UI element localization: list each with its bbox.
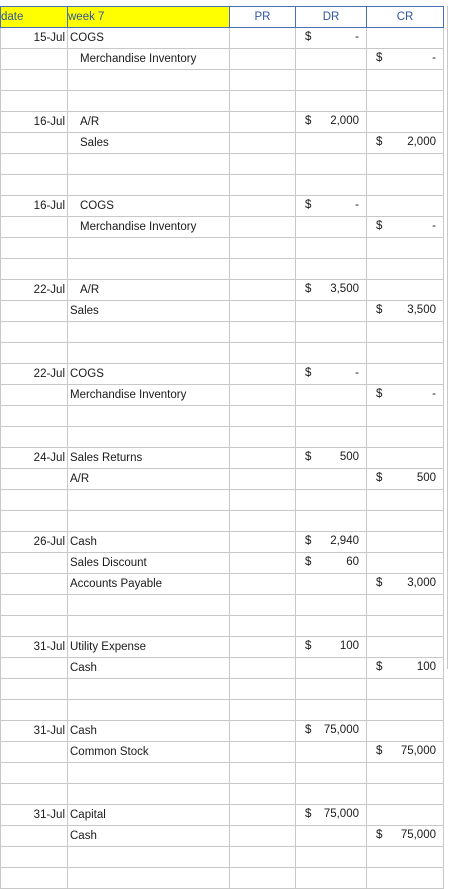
currency-symbol: $ <box>305 808 312 820</box>
debit-cell[interactable] <box>296 91 367 112</box>
date-cell[interactable]: 22-Jul <box>1 280 68 301</box>
header-date[interactable]: date <box>1 7 68 28</box>
date-cell[interactable]: 16-Jul <box>1 112 68 133</box>
account-cell[interactable]: Cash <box>68 826 230 847</box>
credit-cell[interactable] <box>367 406 444 427</box>
journal-line-row <box>1 112 444 133</box>
account-cell[interactable]: A/R <box>68 112 230 133</box>
blank-row <box>1 70 444 91</box>
date-cell[interactable] <box>1 91 68 112</box>
date-cell[interactable] <box>1 70 68 91</box>
amount: 75,000 <box>400 829 436 841</box>
pr-cell[interactable] <box>230 469 296 490</box>
journal-line-row <box>1 658 444 679</box>
date-cell[interactable] <box>1 469 68 490</box>
pr-cell[interactable] <box>230 805 296 826</box>
account-cell[interactable] <box>68 259 230 280</box>
journal-line-row <box>1 448 444 469</box>
blank-row <box>1 91 444 112</box>
date-cell[interactable] <box>1 784 68 805</box>
journal-line-row <box>1 637 444 658</box>
account-cell[interactable] <box>68 343 230 364</box>
pr-cell[interactable] <box>230 868 296 889</box>
credit-cell[interactable] <box>367 322 444 343</box>
debit-cell[interactable] <box>296 364 367 385</box>
account-cell[interactable] <box>68 868 230 889</box>
date-cell[interactable] <box>1 217 68 238</box>
credit-cell[interactable] <box>367 448 444 469</box>
credit-cell[interactable] <box>367 805 444 826</box>
date-cell[interactable]: 22-Jul <box>1 364 68 385</box>
blank-row <box>1 175 444 196</box>
date-cell[interactable] <box>1 658 68 679</box>
currency-symbol: $ <box>305 640 312 652</box>
date-cell[interactable]: 31-Jul <box>1 805 68 826</box>
date-cell[interactable] <box>1 238 68 259</box>
debit-cell[interactable] <box>296 763 367 784</box>
amount: - <box>432 220 436 232</box>
pr-cell[interactable] <box>230 742 296 763</box>
blank-row <box>1 490 444 511</box>
date-cell[interactable] <box>1 595 68 616</box>
pr-cell[interactable] <box>230 175 296 196</box>
amount: 60 <box>346 556 359 568</box>
amount: 75,000 <box>323 808 359 820</box>
blank-row <box>1 784 444 805</box>
debit-cell[interactable] <box>296 196 367 217</box>
date-cell[interactable] <box>1 49 68 70</box>
account-cell[interactable]: Utility Expense <box>68 637 230 658</box>
currency-symbol: $ <box>305 556 312 568</box>
amount: 3,500 <box>330 283 359 295</box>
currency-symbol: $ <box>305 283 312 295</box>
account-cell[interactable] <box>68 154 230 175</box>
blank-row <box>1 616 444 637</box>
credit-cell[interactable] <box>367 385 444 406</box>
journal-line-row <box>1 217 444 238</box>
sheet-right-edge <box>447 6 457 669</box>
amount: - <box>355 199 359 211</box>
currency-symbol: $ <box>305 199 312 211</box>
date-cell[interactable]: 16-Jul <box>1 196 68 217</box>
account-cell[interactable]: Cash <box>68 721 230 742</box>
date-cell[interactable] <box>1 826 68 847</box>
header-row <box>1 7 444 28</box>
account-cell[interactable]: Cash <box>68 532 230 553</box>
debit-cell[interactable] <box>296 70 367 91</box>
date-cell[interactable]: 24-Jul <box>1 448 68 469</box>
amount: 100 <box>416 661 436 673</box>
pr-cell[interactable] <box>230 133 296 154</box>
date-cell[interactable] <box>1 616 68 637</box>
currency-symbol: $ <box>376 661 383 673</box>
blank-row <box>1 868 444 889</box>
account-cell[interactable]: COGS <box>68 196 230 217</box>
blank-row <box>1 406 444 427</box>
account-cell[interactable]: Cash <box>68 658 230 679</box>
date-cell[interactable] <box>1 574 68 595</box>
account-cell[interactable]: Capital <box>68 805 230 826</box>
journal-line-row <box>1 196 444 217</box>
debit-cell[interactable] <box>296 553 367 574</box>
account-cell[interactable]: Sales <box>68 133 230 154</box>
debit-cell[interactable] <box>296 637 367 658</box>
debit-cell[interactable] <box>296 805 367 826</box>
debit-cell[interactable] <box>296 385 367 406</box>
blank-row <box>1 427 444 448</box>
debit-cell[interactable] <box>296 742 367 763</box>
debit-cell[interactable] <box>296 721 367 742</box>
currency-symbol: $ <box>305 451 312 463</box>
debit-cell[interactable] <box>296 280 367 301</box>
header-week[interactable]: week 7 <box>68 7 230 28</box>
account-cell[interactable]: A/R <box>68 280 230 301</box>
amount: 3,500 <box>407 304 436 316</box>
currency-symbol: $ <box>305 115 312 127</box>
account-cell[interactable]: Merchandise Inventory <box>68 385 230 406</box>
amount: - <box>355 367 359 379</box>
amount: 2,000 <box>330 115 359 127</box>
date-cell[interactable] <box>1 175 68 196</box>
amount: - <box>355 31 359 43</box>
journal-body <box>1 7 444 889</box>
journal-line-row <box>1 721 444 742</box>
pr-cell[interactable] <box>230 217 296 238</box>
journal-line-row <box>1 301 444 322</box>
account-cell[interactable] <box>68 427 230 448</box>
debit-cell[interactable] <box>296 784 367 805</box>
journal-line-row <box>1 532 444 553</box>
pr-cell[interactable] <box>230 784 296 805</box>
date-cell[interactable] <box>1 847 68 868</box>
amount: 2,000 <box>407 136 436 148</box>
pr-cell[interactable] <box>230 763 296 784</box>
account-cell[interactable] <box>68 175 230 196</box>
credit-cell[interactable] <box>367 364 444 385</box>
pr-cell[interactable] <box>230 91 296 112</box>
journal-line-row <box>1 133 444 154</box>
debit-cell[interactable] <box>296 679 367 700</box>
account-cell[interactable]: Sales Discount <box>68 553 230 574</box>
journal-line-row <box>1 364 444 385</box>
debit-cell[interactable] <box>296 574 367 595</box>
account-cell[interactable] <box>68 70 230 91</box>
pr-cell[interactable] <box>230 406 296 427</box>
currency-symbol: $ <box>305 535 312 547</box>
credit-cell[interactable] <box>367 784 444 805</box>
amount: 500 <box>339 451 359 463</box>
debit-cell[interactable] <box>296 700 367 721</box>
currency-symbol: $ <box>376 577 383 589</box>
amount: 500 <box>416 472 436 484</box>
blank-row <box>1 343 444 364</box>
journal-line-row <box>1 28 444 49</box>
date-cell[interactable]: 15-Jul <box>1 28 68 49</box>
account-cell[interactable]: Sales Returns <box>68 448 230 469</box>
debit-cell[interactable] <box>296 133 367 154</box>
account-cell[interactable]: A/R <box>68 469 230 490</box>
date-cell[interactable]: 26-Jul <box>1 532 68 553</box>
pr-cell[interactable] <box>230 28 296 49</box>
currency-symbol: $ <box>376 472 383 484</box>
account-cell[interactable] <box>68 322 230 343</box>
credit-cell[interactable] <box>367 196 444 217</box>
credit-cell[interactable] <box>367 826 444 847</box>
account-cell[interactable] <box>68 490 230 511</box>
date-cell[interactable] <box>1 385 68 406</box>
credit-cell[interactable] <box>367 763 444 784</box>
account-cell[interactable]: COGS <box>68 28 230 49</box>
debit-cell[interactable] <box>296 175 367 196</box>
account-cell[interactable]: Accounts Payable <box>68 574 230 595</box>
pr-cell[interactable] <box>230 574 296 595</box>
pr-cell[interactable] <box>230 595 296 616</box>
date-cell[interactable] <box>1 700 68 721</box>
account-cell[interactable] <box>68 784 230 805</box>
debit-cell[interactable] <box>296 301 367 322</box>
credit-cell[interactable] <box>367 742 444 763</box>
date-cell[interactable] <box>1 868 68 889</box>
debit-cell[interactable] <box>296 868 367 889</box>
pr-cell[interactable] <box>230 154 296 175</box>
header-dr[interactable]: DR <box>296 7 367 28</box>
pr-cell[interactable] <box>230 616 296 637</box>
pr-cell[interactable] <box>230 427 296 448</box>
pr-cell[interactable] <box>230 532 296 553</box>
account-cell[interactable] <box>68 91 230 112</box>
debit-cell[interactable] <box>296 154 367 175</box>
credit-cell[interactable] <box>367 427 444 448</box>
pr-cell[interactable] <box>230 259 296 280</box>
amount: 3,000 <box>407 577 436 589</box>
pr-cell[interactable] <box>230 721 296 742</box>
date-cell[interactable] <box>1 679 68 700</box>
credit-cell[interactable] <box>367 511 444 532</box>
date-cell[interactable] <box>1 553 68 574</box>
pr-cell[interactable] <box>230 511 296 532</box>
credit-cell[interactable] <box>367 280 444 301</box>
debit-cell[interactable] <box>296 511 367 532</box>
journal-line-row <box>1 826 444 847</box>
credit-cell[interactable] <box>367 721 444 742</box>
credit-cell[interactable] <box>367 175 444 196</box>
amount: 75,000 <box>323 724 359 736</box>
debit-cell[interactable] <box>296 217 367 238</box>
pr-cell[interactable] <box>230 301 296 322</box>
credit-cell[interactable] <box>367 91 444 112</box>
date-cell[interactable] <box>1 301 68 322</box>
credit-cell[interactable] <box>367 532 444 553</box>
account-cell[interactable] <box>68 406 230 427</box>
blank-row <box>1 700 444 721</box>
currency-symbol: $ <box>376 745 383 757</box>
account-cell[interactable]: Common Stock <box>68 742 230 763</box>
date-cell[interactable] <box>1 406 68 427</box>
pr-cell[interactable] <box>230 490 296 511</box>
date-cell[interactable] <box>1 763 68 784</box>
amount: 2,940 <box>330 535 359 547</box>
debit-cell[interactable] <box>296 343 367 364</box>
date-cell[interactable]: 31-Jul <box>1 637 68 658</box>
credit-cell[interactable] <box>367 301 444 322</box>
credit-cell[interactable] <box>367 112 444 133</box>
blank-row <box>1 511 444 532</box>
pr-cell[interactable] <box>230 679 296 700</box>
credit-cell[interactable] <box>367 28 444 49</box>
credit-cell[interactable] <box>367 217 444 238</box>
currency-symbol: $ <box>376 136 383 148</box>
date-cell[interactable]: 31-Jul <box>1 721 68 742</box>
pr-cell[interactable] <box>230 280 296 301</box>
journal-table <box>0 6 444 889</box>
pr-cell[interactable] <box>230 322 296 343</box>
account-cell[interactable] <box>68 511 230 532</box>
debit-cell[interactable] <box>296 49 367 70</box>
account-cell[interactable] <box>68 679 230 700</box>
pr-cell[interactable] <box>230 658 296 679</box>
debit-cell[interactable] <box>296 658 367 679</box>
account-cell[interactable] <box>68 847 230 868</box>
debit-cell[interactable] <box>296 322 367 343</box>
debit-cell[interactable] <box>296 259 367 280</box>
pr-cell[interactable] <box>230 364 296 385</box>
header-pr[interactable]: PR <box>230 7 296 28</box>
date-cell[interactable] <box>1 322 68 343</box>
account-cell[interactable]: COGS <box>68 364 230 385</box>
credit-cell[interactable] <box>367 469 444 490</box>
account-cell[interactable] <box>68 238 230 259</box>
blank-row <box>1 238 444 259</box>
blank-row <box>1 679 444 700</box>
blank-row <box>1 154 444 175</box>
currency-symbol: $ <box>305 724 312 736</box>
pr-cell[interactable] <box>230 49 296 70</box>
pr-cell[interactable] <box>230 385 296 406</box>
amount: - <box>432 388 436 400</box>
account-cell[interactable]: Merchandise Inventory <box>68 49 230 70</box>
currency-symbol: $ <box>376 829 383 841</box>
credit-cell[interactable] <box>367 658 444 679</box>
debit-cell[interactable] <box>296 448 367 469</box>
debit-cell[interactable] <box>296 406 367 427</box>
journal-line-row <box>1 385 444 406</box>
pr-cell[interactable] <box>230 826 296 847</box>
account-cell[interactable] <box>68 700 230 721</box>
credit-cell[interactable] <box>367 637 444 658</box>
journal-line-row <box>1 49 444 70</box>
pr-cell[interactable] <box>230 238 296 259</box>
currency-symbol: $ <box>305 367 312 379</box>
date-cell[interactable] <box>1 343 68 364</box>
currency-symbol: $ <box>305 31 312 43</box>
journal-line-row <box>1 280 444 301</box>
debit-cell[interactable] <box>296 28 367 49</box>
journal-line-row <box>1 742 444 763</box>
pr-cell[interactable] <box>230 196 296 217</box>
journal-line-row <box>1 574 444 595</box>
credit-cell[interactable] <box>367 868 444 889</box>
credit-cell[interactable] <box>367 574 444 595</box>
debit-cell[interactable] <box>296 595 367 616</box>
currency-symbol: $ <box>376 52 383 64</box>
currency-symbol: $ <box>376 304 383 316</box>
credit-cell[interactable] <box>367 259 444 280</box>
date-cell[interactable] <box>1 259 68 280</box>
pr-cell[interactable] <box>230 70 296 91</box>
date-cell[interactable] <box>1 742 68 763</box>
debit-cell[interactable] <box>296 490 367 511</box>
credit-cell[interactable] <box>367 49 444 70</box>
credit-cell[interactable] <box>367 700 444 721</box>
journal-line-row <box>1 553 444 574</box>
blank-row <box>1 847 444 868</box>
pr-cell[interactable] <box>230 553 296 574</box>
credit-cell[interactable] <box>367 343 444 364</box>
date-cell[interactable] <box>1 511 68 532</box>
blank-row <box>1 595 444 616</box>
pr-cell[interactable] <box>230 637 296 658</box>
amount: 75,000 <box>400 745 436 757</box>
credit-cell[interactable] <box>367 553 444 574</box>
credit-cell[interactable] <box>367 616 444 637</box>
credit-cell[interactable] <box>367 595 444 616</box>
pr-cell[interactable] <box>230 112 296 133</box>
blank-row <box>1 322 444 343</box>
date-cell[interactable] <box>1 427 68 448</box>
debit-cell[interactable] <box>296 112 367 133</box>
pr-cell[interactable] <box>230 448 296 469</box>
pr-cell[interactable] <box>230 343 296 364</box>
account-cell[interactable]: Merchandise Inventory <box>68 217 230 238</box>
date-cell[interactable] <box>1 133 68 154</box>
debit-cell[interactable] <box>296 826 367 847</box>
account-cell[interactable]: Sales <box>68 301 230 322</box>
pr-cell[interactable] <box>230 700 296 721</box>
amount: 100 <box>339 640 359 652</box>
blank-row <box>1 259 444 280</box>
debit-cell[interactable] <box>296 238 367 259</box>
credit-cell[interactable] <box>367 238 444 259</box>
journal-line-row <box>1 805 444 826</box>
debit-cell[interactable] <box>296 469 367 490</box>
date-cell[interactable] <box>1 490 68 511</box>
debit-cell[interactable] <box>296 847 367 868</box>
credit-cell[interactable] <box>367 490 444 511</box>
currency-symbol: $ <box>376 220 383 232</box>
journal-line-row <box>1 469 444 490</box>
currency-symbol: $ <box>376 388 383 400</box>
credit-cell[interactable] <box>367 70 444 91</box>
header-cr[interactable]: CR <box>367 7 444 28</box>
debit-cell[interactable] <box>296 616 367 637</box>
account-cell[interactable] <box>68 595 230 616</box>
debit-cell[interactable] <box>296 532 367 553</box>
credit-cell[interactable] <box>367 154 444 175</box>
credit-cell[interactable] <box>367 847 444 868</box>
date-cell[interactable] <box>1 154 68 175</box>
pr-cell[interactable] <box>230 847 296 868</box>
account-cell[interactable] <box>68 616 230 637</box>
credit-cell[interactable] <box>367 133 444 154</box>
credit-cell[interactable] <box>367 679 444 700</box>
account-cell[interactable] <box>68 763 230 784</box>
debit-cell[interactable] <box>296 427 367 448</box>
blank-row <box>1 763 444 784</box>
amount: - <box>432 52 436 64</box>
